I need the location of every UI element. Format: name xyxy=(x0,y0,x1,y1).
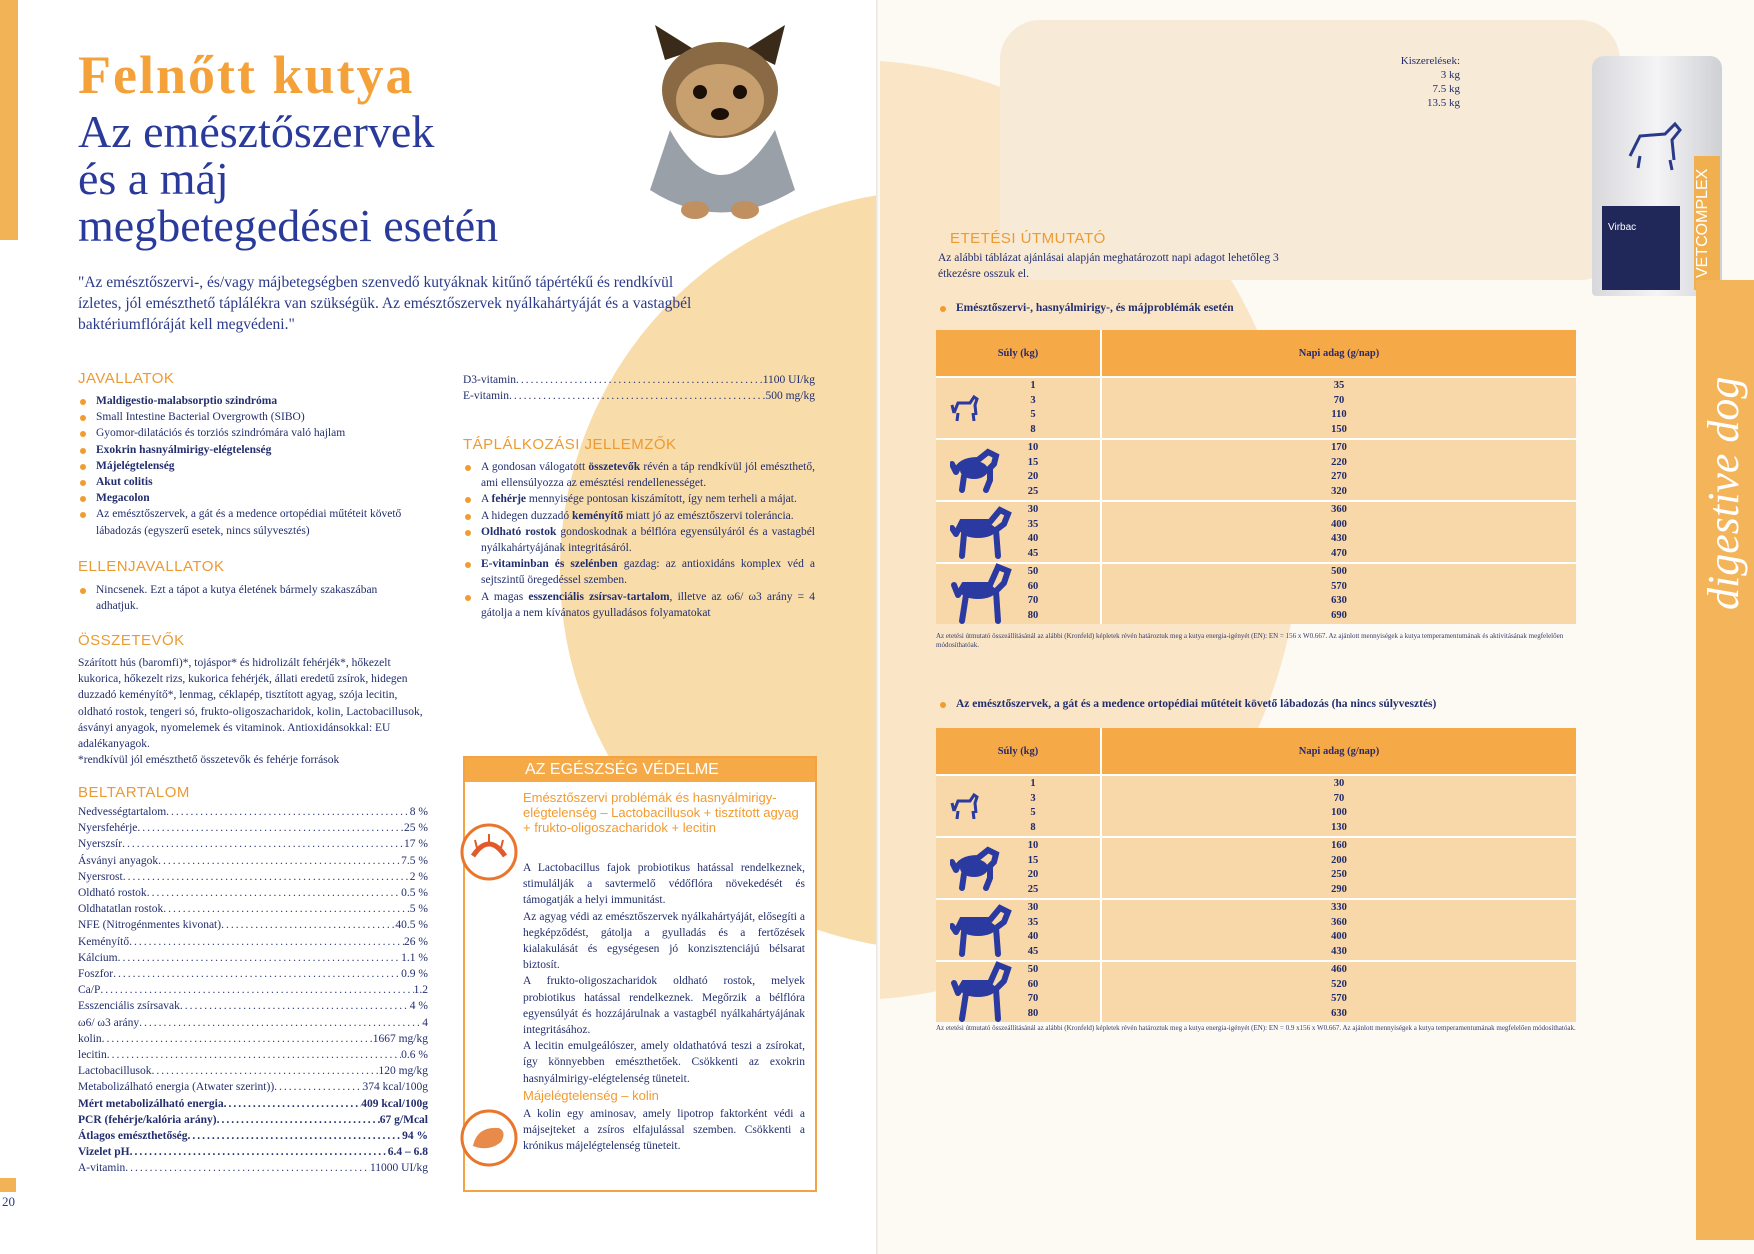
dose-value: 220 xyxy=(1331,456,1347,468)
ingredients-heading: ÖSSZETEVŐK xyxy=(78,632,185,649)
table-row xyxy=(936,563,1576,624)
composition-name: Foszfor xyxy=(78,968,114,981)
composition-row xyxy=(78,1112,428,1128)
dose-value: 270 xyxy=(1331,471,1347,482)
subtitle-line: Az emésztőszervek xyxy=(78,106,435,157)
health-paragraph: A frukto-oligoszacharidok oldható rostok, melyek probiotikus hatással rendelkeznek. Megőrzik a bélflóra egyensúlyát és hozzájárulnak a vastagbél nyálkahártyájának integritásához. xyxy=(523,975,805,1037)
weight-cell xyxy=(936,899,1101,961)
list-item: Small Intestine Bacterial Overgrowth (SIBO) xyxy=(78,409,420,425)
leader-dots xyxy=(516,372,763,388)
weight-value: 70 xyxy=(1027,993,1039,1004)
list-item: Gyomor-dilatációs és torziós szindrómára való hajlam xyxy=(78,425,420,441)
health-liver-text: A kolin egy aminosav, amely lipotrop faktorként védi a májsejteket a zsíros elfajulással szemben. Csökkenti a krónikus májelégtelenség tüneteit. xyxy=(523,1108,805,1153)
item-text: A gondosan válogatott xyxy=(481,461,589,473)
column-header: Napi adag (g/nap) xyxy=(1101,728,1576,775)
dog-silhouette-icon xyxy=(950,789,984,823)
weight-value: 15 xyxy=(1027,456,1039,468)
composition-row xyxy=(78,1031,428,1047)
health-paragraph: A Lactobacillus fajok probiotikus hatással rendelkeznek, stimulálják a savtermelő védőflóra növekedését és támogatják a helyi immunitást. xyxy=(523,862,805,907)
composition-value: 0.6 % xyxy=(401,1049,428,1062)
item-text: A magas xyxy=(481,590,529,603)
weight-value: 30 xyxy=(1027,504,1039,515)
composition-row xyxy=(78,820,428,836)
nutrition-heading: TÁPLÁLKOZÁSI JELLEMZŐK xyxy=(463,436,677,453)
table-row xyxy=(936,501,1576,563)
item-text: gondoskodnak a bélflóra egyensúlyáról és a vastagbél nyálkahártyájának integritásáról. xyxy=(481,525,816,555)
composition-name: Vizelet pH xyxy=(78,1146,130,1159)
column-header: Súly (kg) xyxy=(936,728,1101,775)
dose-value: 30 xyxy=(1333,778,1345,789)
weight-cell xyxy=(936,961,1101,1022)
dose-value: 110 xyxy=(1331,409,1347,420)
item-emphasis: E-vitaminban és szelénben xyxy=(481,558,618,571)
column-header: Napi adag (g/nap) xyxy=(1101,330,1576,377)
composition-name: Ásványi anyagok xyxy=(78,854,159,867)
weight-value: 5 xyxy=(1030,807,1036,818)
composition-name: E-vitamin xyxy=(463,390,509,403)
yorkshire-terrier-image xyxy=(625,20,815,230)
dose-value: 360 xyxy=(1331,916,1347,928)
leader-dots xyxy=(129,934,404,950)
list-item: Akut colitis xyxy=(78,474,420,490)
table-row xyxy=(936,961,1576,1022)
composition-row xyxy=(78,885,428,901)
page-number: 20 xyxy=(2,1194,15,1209)
leader-dots xyxy=(118,950,402,966)
composition-value: 6.4 – 6.8 xyxy=(387,1146,428,1159)
composition-name: lecitin xyxy=(78,1049,107,1062)
weight-value: 10 xyxy=(1027,442,1039,453)
composition-row xyxy=(78,982,428,998)
weight-value: 35 xyxy=(1027,518,1039,530)
intestine-icon xyxy=(459,822,519,882)
table-row xyxy=(936,899,1576,961)
contraindications-text xyxy=(78,582,420,614)
weight-value: 35 xyxy=(1027,916,1039,928)
composition-row xyxy=(463,372,815,388)
composition-row xyxy=(78,901,428,917)
ingredients-footnote: *rendkívül jól emészthető összetevők és fehérje források xyxy=(78,754,340,767)
composition-row xyxy=(78,917,428,933)
composition-name: ω6/ ω3 arány xyxy=(78,1016,140,1029)
composition-value: 1.2 xyxy=(413,984,428,997)
leader-dots xyxy=(107,1047,401,1063)
dose-cell xyxy=(1101,439,1576,501)
list-item: Megacolon xyxy=(78,490,420,506)
dose-value: 130 xyxy=(1331,821,1347,833)
dose-value: 35 xyxy=(1333,380,1345,391)
list-item: Maldigestio-malabsorptio szindróma xyxy=(78,393,420,409)
composition-name: D3-vitamin xyxy=(463,374,517,386)
weight-cell xyxy=(936,439,1101,501)
leader-dots xyxy=(180,998,410,1014)
composition-value: 1.1 % xyxy=(401,951,428,964)
dose-value: 400 xyxy=(1331,931,1347,942)
bag-label xyxy=(1602,206,1680,290)
dose-value: 460 xyxy=(1331,964,1347,975)
composition-name: Nedvességtartalom xyxy=(78,806,167,818)
list-item: Exokrin hasnyálmirigy-elégtelenség xyxy=(78,442,420,458)
weight-value: 8 xyxy=(1030,423,1036,435)
dog-silhouette-icon xyxy=(950,844,1006,892)
leader-dots xyxy=(125,1160,370,1176)
weight-cell xyxy=(936,837,1101,899)
composition-row xyxy=(78,804,428,820)
list-item: Az emésztőszervek, a gát és a medence ortopédiai műtéteit követő lábadozás (ha nincs súlyvesztés) xyxy=(938,696,1588,712)
dose-value: 170 xyxy=(1331,442,1347,453)
dose-value: 470 xyxy=(1331,547,1347,559)
dose-value: 100 xyxy=(1331,807,1347,818)
item-emphasis: fehérje xyxy=(491,493,527,506)
dog-silhouette-icon xyxy=(950,563,1014,625)
composition-name: A-vitamin xyxy=(78,1162,126,1175)
weight-value: 45 xyxy=(1027,547,1039,559)
weight-value: 40 xyxy=(1027,533,1039,544)
liver-icon xyxy=(459,1108,519,1168)
weight-value: 3 xyxy=(1030,792,1036,804)
weight-value: 60 xyxy=(1027,978,1039,990)
product-name: VETCOMPLEX xyxy=(1694,156,1720,290)
weight-cell xyxy=(936,775,1101,837)
composition-row xyxy=(78,853,428,869)
nutrition-list xyxy=(463,459,815,621)
composition-name: Lactobacillusok xyxy=(78,1065,152,1078)
composition-name: Kálcium xyxy=(78,951,118,964)
dose-value: 690 xyxy=(1331,609,1347,621)
item-emphasis: Oldható rostok xyxy=(481,525,557,538)
weight-value: 3 xyxy=(1030,394,1036,406)
dose-cell xyxy=(1101,837,1576,899)
composition-row xyxy=(78,1096,428,1112)
leader-dots xyxy=(221,917,395,933)
item-text: révén a táp rendkívül jól emészthető, ami ellensúlyozza az emésztési rendellenességet. xyxy=(481,461,815,490)
leader-dots xyxy=(130,1144,388,1160)
composition-value: 2 % xyxy=(409,870,428,883)
table-row xyxy=(936,377,1576,439)
item-emphasis: esszenciális zsírsav-tartalom xyxy=(528,590,670,603)
package-sizes-label: Kiszerelések: xyxy=(1400,55,1460,67)
item-text: mennyisége pontosan kiszámított, így nem terheli a májat. xyxy=(526,493,797,506)
dose-cell xyxy=(1101,961,1576,1022)
table2-caption xyxy=(938,696,1588,712)
composition-value: 7.5 % xyxy=(401,854,428,867)
leader-dots xyxy=(188,1128,403,1144)
product-bag-image xyxy=(1592,56,1722,296)
health-paragraph: Az agyag védi az emésztőszervek nyálkahártyáját, elősegíti a hegképződést, gátolja a gyulladás és a fertőzések kialakulását és egységesen jó konzisztenciájú bélsarat biztosít. xyxy=(523,910,805,972)
composition-value: 26 % xyxy=(404,935,428,948)
composition-name: Oldható rostok xyxy=(78,887,147,900)
leader-dots xyxy=(102,1031,373,1047)
leader-dots xyxy=(100,982,413,998)
feeding-guide-heading: ETETÉSI ÚTMUTATÓ xyxy=(950,230,1106,247)
health-paragraphs xyxy=(523,860,805,1087)
composition-value: 374 kcal/100g xyxy=(362,1081,428,1094)
composition-name: Nyersfehérje xyxy=(78,822,138,835)
table-row xyxy=(936,775,1576,837)
composition-value: 5 % xyxy=(409,903,428,916)
dose-cell xyxy=(1101,775,1576,837)
list-item xyxy=(463,491,815,507)
dose-value: 630 xyxy=(1331,1007,1347,1019)
composition-value: 500 mg/kg xyxy=(765,390,815,403)
weight-cell xyxy=(936,563,1101,624)
list-item xyxy=(463,508,815,524)
leader-dots xyxy=(139,1015,422,1031)
weight-value: 20 xyxy=(1027,869,1039,880)
leader-dots xyxy=(137,820,404,836)
composition-value: 40.5 % xyxy=(395,919,428,932)
composition-name: Keményítő xyxy=(78,935,130,948)
leader-dots xyxy=(274,1079,362,1095)
composition-value: 4 xyxy=(422,1016,428,1029)
dose-value: 200 xyxy=(1331,854,1347,866)
weight-value: 25 xyxy=(1027,883,1039,895)
page-subtitle xyxy=(78,108,498,249)
dose-value: 320 xyxy=(1331,485,1347,497)
composition-row xyxy=(78,934,428,950)
composition-name: Ca/P xyxy=(78,984,101,997)
leader-dots xyxy=(163,901,410,917)
dose-cell xyxy=(1101,563,1576,624)
composition-row xyxy=(78,950,428,966)
ingredients-body: Szárított hús (baromfi)*, tojáspor* és hidrolizált fehérjék*, hőkezelt kukorica, hőkezelt rizs, kukorica fehérjék, állati eredetű zsírok, hidegen duzzadó keményítő*, lenmag, céklapép, tisztított agyag, szója lecitin, oldható rostok, tengeri só, frukto-oligoszacharidok, kolin, Lactobacillusok, ásványi anyagok, nyomelemek és vitaminok. Antioxidánsokkal: EU adalékanyagok. xyxy=(78,657,423,751)
list-item: Az emésztőszervek, a gát és a medence ortopédiai műtéteit követő lábadozás (egyszerű esetek, nincs súlyvesztés) xyxy=(78,506,420,538)
composition-table xyxy=(78,804,428,1177)
list-item xyxy=(463,524,815,556)
weight-value: 1 xyxy=(1030,380,1036,391)
dose-cell xyxy=(1101,377,1576,439)
table1-caption xyxy=(938,300,1538,316)
dose-value: 400 xyxy=(1331,518,1347,530)
feeding-table-1 xyxy=(936,330,1576,624)
dose-value: 630 xyxy=(1331,595,1347,606)
list-item xyxy=(463,459,815,491)
ingredients-text xyxy=(78,655,428,768)
dose-value: 70 xyxy=(1333,792,1345,804)
column-header: Súly (kg) xyxy=(936,330,1101,377)
dog-silhouette-icon xyxy=(950,961,1014,1023)
composition-value: 4 % xyxy=(409,1000,428,1013)
composition-value: 0.5 % xyxy=(401,887,428,900)
composition-row xyxy=(78,869,428,885)
indications-list xyxy=(78,393,420,539)
dog-silhouette-icon xyxy=(950,391,984,425)
list-item: Emésztőszervi-, hasnyálmirigy-, és májproblémák esetén xyxy=(938,300,1538,316)
dose-cell xyxy=(1101,899,1576,961)
dog-silhouette-icon xyxy=(950,446,1006,494)
dog-silhouette-icon xyxy=(950,504,1014,560)
composition-value: 0.9 % xyxy=(401,968,428,981)
side-title: digestive dog xyxy=(1699,376,1748,610)
dose-value: 520 xyxy=(1331,978,1347,990)
vitamin-table xyxy=(463,372,815,404)
composition-row xyxy=(78,836,428,852)
weight-value: 1 xyxy=(1030,778,1036,789)
composition-name: PCR (fehérje/kalória arány) xyxy=(78,1113,217,1126)
list-item xyxy=(463,556,815,588)
leader-dots xyxy=(123,869,410,885)
table-row xyxy=(936,439,1576,501)
table-row xyxy=(936,837,1576,899)
item-text: miatt jó az emésztőszervi toleráncia. xyxy=(623,509,794,522)
intro-quote: "Az emésztőszervi-, és/vagy májbetegségben szenvedő kutyáknak kitűnő tápértékű és rendkívül ízletes, jól emészthető táplálékra van szükségük. Az emésztőszervek nyálkahártyáját és a vastagbél baktériumflóráját kell megvédeni." xyxy=(78,274,692,333)
dose-value: 360 xyxy=(1331,504,1347,515)
list-item xyxy=(463,589,815,621)
leader-dots xyxy=(147,885,401,901)
composition-row xyxy=(78,1160,428,1176)
subtitle-line: megbetegedései esetén xyxy=(78,200,499,251)
package-size: 7.5 kg xyxy=(1432,83,1460,95)
leader-dots xyxy=(217,1112,380,1128)
composition-value: 1667 mg/kg xyxy=(372,1032,428,1045)
weight-value: 5 xyxy=(1030,409,1036,420)
composition-heading: BELTARTALOM xyxy=(78,784,190,801)
page-marker xyxy=(0,1178,16,1192)
composition-value: 67 g/Mcal xyxy=(379,1113,428,1126)
weight-value: 70 xyxy=(1027,595,1039,606)
health-paragraph: A lecitin emulgeálószer, amely oldathatóvá teszi a zsírokat, így könnyebben emészthetőek. Csökkenti az exokrin hasnyálmirigy-elégtelenség tüneteit. xyxy=(523,1040,805,1085)
table-header-row xyxy=(936,728,1576,775)
weight-cell xyxy=(936,377,1101,439)
feeding-table-2 xyxy=(936,728,1576,1022)
dose-value: 70 xyxy=(1333,394,1345,406)
composition-name: Esszenciális zsírsavak xyxy=(78,1000,180,1013)
package-sizes xyxy=(1350,54,1460,110)
composition-row xyxy=(78,1144,428,1160)
table-header-row xyxy=(936,330,1576,377)
weight-cell xyxy=(936,501,1101,563)
leader-dots xyxy=(509,388,765,404)
health-protection-box xyxy=(463,756,817,1192)
dose-cell xyxy=(1101,501,1576,563)
composition-row xyxy=(78,1015,428,1031)
contraindications-heading: ELLENJAVALLATOK xyxy=(78,558,225,575)
dose-value: 570 xyxy=(1331,580,1347,592)
package-size: 3 kg xyxy=(1440,69,1460,81)
item-emphasis: keményítő xyxy=(572,509,624,522)
dose-value: 430 xyxy=(1331,945,1347,957)
composition-value: 94 % xyxy=(402,1130,428,1143)
weight-value: 80 xyxy=(1027,1007,1039,1019)
weight-value: 30 xyxy=(1027,902,1039,913)
health-subheading-liver: Májelégtelenség – kolin xyxy=(523,1088,659,1103)
composition-name: Mért metabolizálható energia xyxy=(78,1097,224,1110)
leader-dots xyxy=(224,1096,362,1112)
weight-value: 20 xyxy=(1027,471,1039,482)
leader-dots xyxy=(122,836,404,852)
leader-dots xyxy=(158,853,401,869)
feeding-guide-text: Az alábbi táblázat ajánlásai alapján meghatározott napi adagot lehetőleg 3 étkezésre osszuk el. xyxy=(938,252,1279,281)
composition-value: 409 kcal/100g xyxy=(361,1097,428,1110)
weight-value: 80 xyxy=(1027,609,1039,621)
composition-row xyxy=(78,1047,428,1063)
brand-logo: Virbac xyxy=(1608,222,1637,233)
weight-value: 50 xyxy=(1027,964,1039,975)
dose-value: 250 xyxy=(1331,869,1347,880)
composition-value: 120 mg/kg xyxy=(378,1065,428,1078)
item-text: , illetve az ω6/ ω3 arány = 4 gátolja a nem kívánatos gyulladásos folyamatokat xyxy=(481,590,815,619)
composition-value: 1100 UI/kg xyxy=(762,374,815,386)
list-item: Nincsenek. Ezt a tápot a kutya életének bármely szakaszában adhatjuk. xyxy=(78,582,420,614)
item-text: gazdag: az antioxidáns komplex véd a sejtszintű öregedéssel szemben. xyxy=(481,558,815,587)
composition-row xyxy=(78,998,428,1014)
weight-value: 8 xyxy=(1030,821,1036,833)
table2-note: Az etetési útmutató összeállításánál az alábbi (Kronfeld) képletek révén határoztuk meg a kutya energia-igényét (EN): EN = 0.9 x156 x W0.667. Az ajánlott mennyiségek a kutya temperamentumának megfelelően módosíthatóak. xyxy=(936,1024,1576,1032)
dose-value: 430 xyxy=(1331,533,1347,544)
weight-value: 10 xyxy=(1027,840,1039,851)
right-page xyxy=(880,0,1754,1254)
composition-name: Nyerszsír xyxy=(78,838,123,851)
leader-dots xyxy=(166,804,410,820)
weight-value: 15 xyxy=(1027,854,1039,866)
page-title: Felnőtt kutya xyxy=(78,45,415,105)
dog-logo-icon xyxy=(1620,116,1690,176)
weight-value: 45 xyxy=(1027,945,1039,957)
composition-row xyxy=(78,966,428,982)
health-subheading-digestive: Emésztőszervi problémák és hasnyálmirigy-elégtelenség – Lactobacillusok + tisztított agyag + frukto-oligoszacharidok + lecitin xyxy=(523,790,799,835)
composition-name: NFE (Nitrogénmentes kivonat) xyxy=(78,919,222,932)
dose-value: 500 xyxy=(1331,566,1347,577)
indications-heading: JAVALLATOK xyxy=(78,370,175,387)
dose-value: 150 xyxy=(1331,423,1347,435)
composition-row xyxy=(78,1128,428,1144)
dog-silhouette-icon xyxy=(950,902,1014,958)
composition-name: Metabolizálható energia (Atwater szerint)) xyxy=(78,1081,275,1094)
leader-dots xyxy=(151,1063,378,1079)
list-item: Májelégtelenség xyxy=(78,458,420,474)
composition-name: Átlagos emészthetőség xyxy=(78,1130,188,1143)
package-size: 13.5 kg xyxy=(1427,97,1460,109)
left-edge-strip xyxy=(0,0,18,240)
dose-value: 160 xyxy=(1331,840,1347,851)
composition-row xyxy=(78,1063,428,1079)
health-protection-heading: AZ EGÉSZSÉG VÉDELME xyxy=(465,758,815,782)
dose-value: 570 xyxy=(1331,993,1347,1004)
composition-row xyxy=(78,1079,428,1095)
weight-value: 25 xyxy=(1027,485,1039,497)
composition-value: 17 % xyxy=(404,838,428,851)
composition-value: 8 % xyxy=(409,806,428,818)
composition-value: 25 % xyxy=(404,822,428,835)
leader-dots xyxy=(113,966,401,982)
composition-row xyxy=(463,388,815,404)
item-emphasis: összetevők xyxy=(588,461,641,473)
item-text: A xyxy=(481,493,492,506)
table1-note: Az etetési útmutató összeállításánál az alábbi (Kronfeld) képletek révén határoztuk meg a kutya energia-igényét (EN): EN = 156 x W0.667. Az ajánlott mennyiségek a kutya temperamentumának és aktivitásának megfelelően módosíthatóak. xyxy=(936,632,1564,649)
composition-name: Oldhatatlan rostok xyxy=(78,903,164,916)
weight-value: 60 xyxy=(1027,580,1039,592)
composition-value: 11000 UI/kg xyxy=(369,1162,428,1175)
item-text: A hidegen duzzadó xyxy=(481,509,573,522)
composition-name: Nyersrost xyxy=(78,870,123,883)
weight-value: 50 xyxy=(1027,566,1039,577)
composition-name: kolin xyxy=(78,1032,102,1045)
subtitle-line: és a máj xyxy=(78,153,229,204)
dose-value: 330 xyxy=(1331,902,1347,913)
weight-value: 40 xyxy=(1027,931,1039,942)
dose-value: 290 xyxy=(1331,883,1347,895)
